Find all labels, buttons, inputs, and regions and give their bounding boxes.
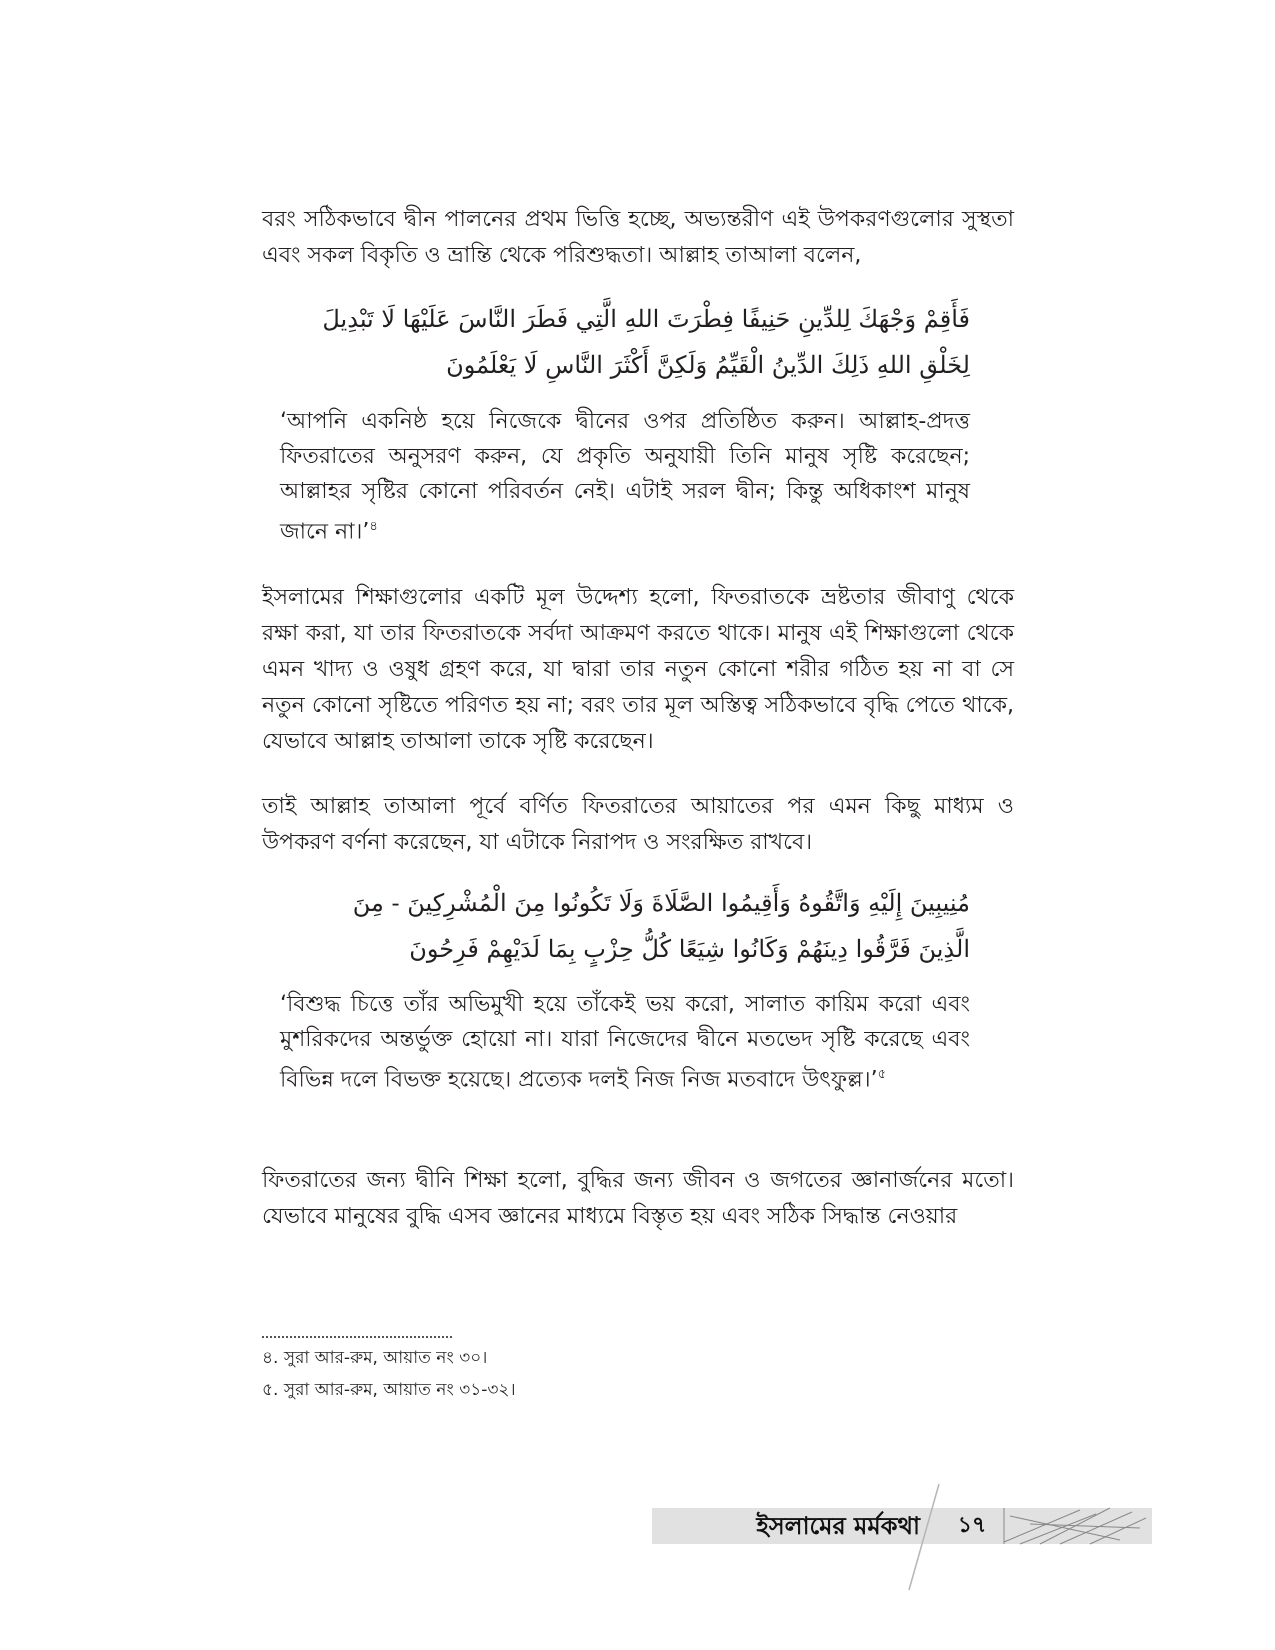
arabic-verse-2: مُنِيبِينَ إِلَيْهِ وَاتَّقُوهُ وَأَقِيمُوا الصَّلَاةَ وَلَا تَكُونُوا مِنَ الْمُشْرِكِينَ - مِنَ الَّذِينَ فَرَّقُوا دِينَهُمْ وَكَانُوا شِيَعًا كُلُّ حِزْبٍ بِمَا لَدَيْهِمْ فَرِحُونَ	[352, 889, 970, 963]
footnote-5: ৫. সুরা আর-রুম, আয়াত নং ৩১-৩২।	[262, 1380, 516, 1400]
paragraph-1: বরং সঠিকভাবে দ্বীন পালনের প্রথম ভিত্তি হচ্ছে, অভ্যন্তরীণ এই উপকরণগুলোর সুস্থতা এবং সকল বিকৃতি ও ভ্রান্তি থেকে পরিশুদ্ধতা। আল্লাহ তাআলা বলেন,	[262, 207, 1014, 268]
footnote-separator	[262, 1336, 452, 1338]
translation-text-2: ‘বিশুদ্ধ চিত্তে তাঁর অভিমুখী হয়ে তাঁকেই ভয় করো, সালাত কায়িম করো এবং মুশরিকদের অন্তর্ভুক্ত হোয়ো না। যারা নিজেদের দ্বীনে মতভেদ সৃষ্টি করেছে এবং বিভিন্ন দলে বিভক্ত হয়েছে। প্রত্যেক দলই নিজ নিজ মতবাদে উৎফুল্ল।’	[280, 992, 970, 1093]
footnote-ref-4[interactable]: ৪	[369, 519, 378, 534]
footer-divider-slash	[905, 1482, 945, 1592]
book-title: ইসলামের মর্মকথা	[756, 1512, 920, 1540]
translation-quote-2	[280, 987, 970, 1097]
paragraph-3: তাই আল্লাহ তাআলা পূর্বে বর্ণিত ফিতরাতের আয়াতের পর এমন কিছু মাধ্যম ও উপকরণ বর্ণনা করেছেন, যা এটাকে নিরাপদ ও সংরক্ষিত রাখবে।	[262, 794, 1014, 855]
page-number: ১৭	[957, 1513, 987, 1538]
arabic-verse-1: فَأَقِمْ وَجْهَكَ لِلدِّينِ حَنِيفًا فِطْرَتَ اللهِ الَّتِي فَطَرَ النَّاسَ عَلَيْهَا لَا تَبْدِيلَ لِخَلْقِ اللهِ ذَلِكَ الدِّينُ الْقَيِّمُ وَلَكِنَّ أَكْثَرَ النَّاسِ لَا يَعْلَمُونَ	[322, 305, 970, 379]
translation-quote-1	[280, 404, 970, 549]
decorative-lines-graphic	[1000, 1504, 1150, 1548]
footnote-4: ৪. সুরা আর-রুম, আয়াত নং ৩০।	[262, 1348, 488, 1368]
translation-text-1: ‘আপনি একনিষ্ঠ হয়ে নিজেকে দ্বীনের ওপর প্রতিষ্ঠিত করুন। আল্লাহ-প্রদত্ত ফিতরাতের অনুসরণ করুন, যে প্রকৃতি অনুযায়ী তিনি মানুষ সৃষ্টি করেছেন; আল্লাহর সৃষ্টির কোনো পরিবর্তন নেই। এটাই সরল দ্বীন; কিন্তু অধিকাংশ মানুষ জানে না।’	[280, 409, 970, 545]
paragraph-4: ফিতরাতের জন্য দ্বীনি শিক্ষা হলো, বুদ্ধির জন্য জীবন ও জগতের জ্ঞানার্জনের মতো। যেভাবে মানুষের বুদ্ধি এসব জ্ঞানের মাধ্যমে বিস্তৃত হয় এবং সঠিক সিদ্ধান্ত নেওয়ার	[262, 1168, 1014, 1229]
paragraph-2: ইসলামের শিক্ষাগুলোর একটি মূল উদ্দেশ্য হলো, ফিতরাতকে ভ্রষ্টতার জীবাণু থেকে রক্ষা করা, যা তার ফিতরাতকে সর্বদা আক্রমণ করতে থাকে। মানুষ এই শিক্ষাগুলো থেকে এমন খাদ্য ও ওষুধ গ্রহণ করে, যা দ্বারা তার নতুন কোনো শরীর গঠিত হয় না বা সে নতুন কোনো সৃষ্টিতে পরিণত হয় না; বরং তার মূল অস্তিত্ব সঠিকভাবে বৃদ্ধি পেতে থাকে, যেভাবে আল্লাহ তাআলা তাকে সৃষ্টি করেছেন।	[262, 585, 1014, 754]
footnote-ref-5[interactable]: ৫	[877, 1067, 887, 1082]
